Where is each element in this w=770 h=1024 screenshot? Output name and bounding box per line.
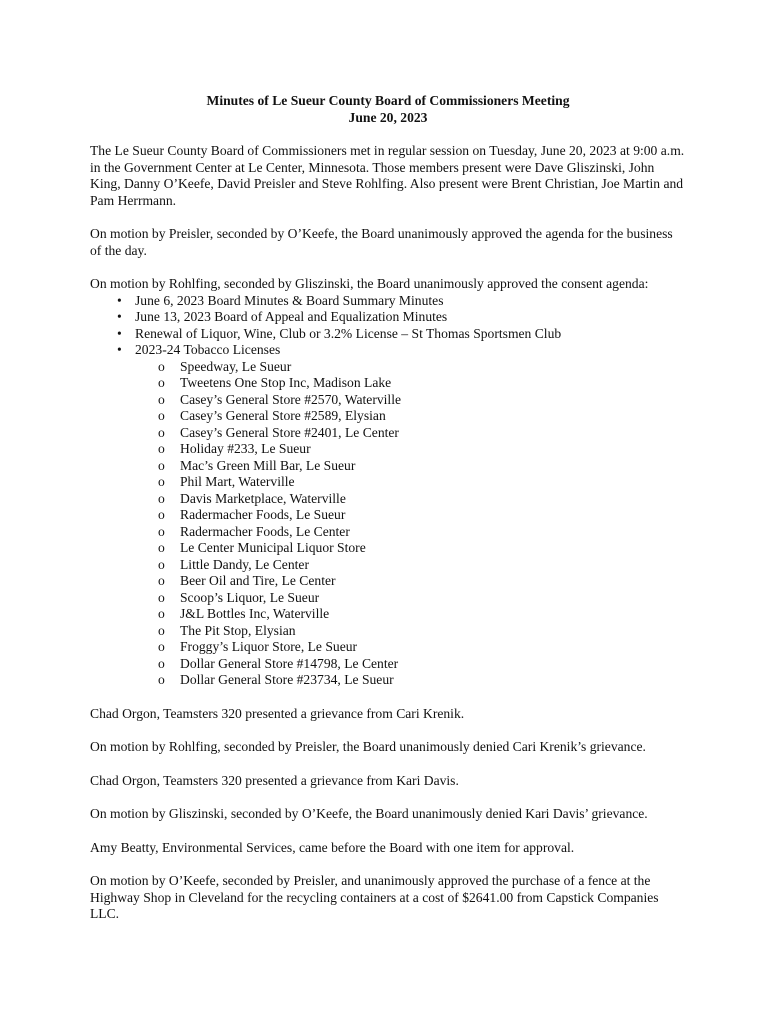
grievance-davis-paragraph: Chad Orgon, Teamsters 320 presented a grievance from Kari Davis. — [90, 772, 459, 788]
list-item — [90, 309, 686, 326]
sub-list-item — [90, 458, 686, 475]
sub-list-item — [90, 557, 686, 574]
circle-bullet-icon: o — [158, 457, 165, 473]
sub-list-item — [90, 672, 686, 689]
list-item — [90, 342, 686, 689]
bullet-icon: • — [117, 325, 122, 341]
list-item — [90, 293, 686, 310]
circle-bullet-icon: o — [158, 441, 165, 456]
document-header — [90, 93, 686, 126]
sub-list-item — [90, 359, 686, 376]
fence-purchase-paragraph: On motion by O’Keefe, seconded by Preisler, and unanimously approved the purchase of a fence at the Highway Shop in Cleveland for the recycling containers at a cost of $2641.00 from Capstick Companies LLC. — [90, 873, 659, 921]
sub-list-item-text: Scoop’s Liquor, Le Sueur — [180, 589, 320, 605]
sub-list-item-text: Radermacher Foods, Le Center — [180, 523, 350, 539]
sub-list-item-text: Tweetens One Stop Inc, Madison Lake — [180, 375, 392, 390]
circle-bullet-icon: o — [158, 490, 165, 506]
circle-bullet-icon: o — [158, 375, 165, 390]
davis-motion-paragraph: On motion by Gliszinski, seconded by O’Keefe, the Board unanimously denied Kari Davis’ grievance. — [90, 806, 648, 821]
sub-list-item-text: Casey’s General Store #2401, Le Center — [180, 424, 399, 440]
sub-list-item-text: Speedway, Le Sueur — [180, 358, 292, 374]
meeting-date: June 20, 2023 — [348, 109, 428, 125]
sub-list-item-text: Radermacher Foods, Le Sueur — [180, 507, 346, 522]
list-item-text: 2023-24 Tobacco Licenses — [135, 342, 281, 357]
list-item-text: June 13, 2023 Board of Appeal and Equalization Minutes — [135, 309, 448, 324]
sub-list-item — [90, 491, 686, 508]
sub-list-item — [90, 606, 686, 623]
circle-bullet-icon: o — [158, 672, 165, 687]
grievance-krenik-paragraph: Chad Orgon, Teamsters 320 presented a grievance from Cari Krenik. — [90, 705, 465, 721]
circle-bullet-icon: o — [158, 622, 165, 638]
sub-list-item-text: Little Dandy, Le Center — [180, 556, 309, 572]
circle-bullet-icon: o — [158, 655, 165, 671]
sub-list-item-text: Froggy’s Liquor Store, Le Sueur — [180, 639, 358, 654]
sub-list-item-text: Beer Oil and Tire, Le Center — [180, 573, 336, 588]
sub-list-item-text: Phil Mart, Waterville — [180, 474, 295, 489]
sub-list-item — [90, 507, 686, 524]
sub-list-item-text: Dollar General Store #14798, Le Center — [180, 655, 399, 671]
circle-bullet-icon: o — [158, 474, 165, 489]
tobacco-license-list — [135, 359, 686, 689]
agenda-motion-paragraph: On motion by Preisler, seconded by O’Keefe, the Board unanimously approved the agenda for the business of the day. — [90, 226, 673, 258]
circle-bullet-icon: o — [158, 540, 165, 555]
sub-list-item — [90, 392, 686, 409]
sub-list-item-text: Holiday #233, Le Sueur — [180, 441, 311, 456]
circle-bullet-icon: o — [158, 391, 165, 407]
circle-bullet-icon: o — [158, 573, 165, 588]
sub-list-item — [90, 623, 686, 640]
bullet-icon: • — [117, 292, 122, 308]
circle-bullet-icon: o — [158, 556, 165, 572]
circle-bullet-icon: o — [158, 606, 165, 621]
sub-list-item-text: Casey’s General Store #2589, Elysian — [180, 408, 386, 423]
circle-bullet-icon: o — [158, 589, 165, 605]
circle-bullet-icon: o — [158, 358, 165, 374]
sub-list-item — [90, 540, 686, 557]
sub-list-item — [90, 375, 686, 392]
circle-bullet-icon: o — [158, 523, 165, 539]
circle-bullet-icon: o — [158, 507, 165, 522]
sub-list-item — [90, 441, 686, 458]
document-page — [90, 93, 686, 923]
sub-list-item-text: The Pit Stop, Elysian — [180, 622, 296, 638]
krenik-motion-paragraph: On motion by Rohlfing, seconded by Preisler, the Board unanimously denied Cari Krenik’s grievance. — [90, 739, 646, 754]
sub-list-item-text: Le Center Municipal Liquor Store — [180, 540, 366, 555]
sub-list-item-text: Mac’s Green Mill Bar, Le Sueur — [180, 457, 356, 473]
environmental-services-paragraph: Amy Beatty, Environmental Services, came before the Board with one item for approval. — [90, 839, 575, 855]
circle-bullet-icon: o — [158, 639, 165, 654]
sub-list-item — [90, 474, 686, 491]
sub-list-item — [90, 590, 686, 607]
circle-bullet-icon: o — [158, 408, 165, 423]
consent-agenda-lead: On motion by Rohlfing, seconded by Gliszinski, the Board unanimously approved the consent agenda: — [90, 276, 649, 291]
sub-list-item-text: J&L Bottles Inc, Waterville — [180, 606, 330, 621]
intro-paragraph: The Le Sueur County Board of Commissioners met in regular session on Tuesday, June 20, 2023 at 9:00 a.m. in the Government Center at Le Center, Minnesota. Those members present were Dave Gliszinski, John King, Danny O’Keefe, David Preisler and Steve Rohlfing. Also present were Brent Christian, Joe Martin and Pam Herrmann. — [90, 143, 685, 208]
bullet-icon: • — [117, 309, 122, 324]
consent-agenda-list — [90, 293, 686, 689]
sub-list-item — [90, 524, 686, 541]
sub-list-item — [90, 573, 686, 590]
sub-list-item — [90, 639, 686, 656]
list-item-text: June 6, 2023 Board Minutes & Board Summary Minutes — [135, 292, 444, 308]
list-item-text: Renewal of Liquor, Wine, Club or 3.2% License – St Thomas Sportsmen Club — [135, 325, 562, 341]
circle-bullet-icon: o — [158, 424, 165, 440]
sub-list-item-text: Casey’s General Store #2570, Waterville — [180, 391, 402, 407]
sub-list-item — [90, 425, 686, 442]
consent-agenda-section — [90, 276, 686, 689]
sub-list-item — [90, 656, 686, 673]
sub-list-item-text: Dollar General Store #23734, Le Sueur — [180, 672, 394, 687]
bullet-icon: • — [117, 342, 122, 357]
document-title: Minutes of Le Sueur County Board of Commissioners Meeting — [206, 93, 570, 108]
sub-list-item — [90, 408, 686, 425]
list-item — [90, 326, 686, 343]
sub-list-item-text: Davis Marketplace, Waterville — [180, 490, 346, 506]
